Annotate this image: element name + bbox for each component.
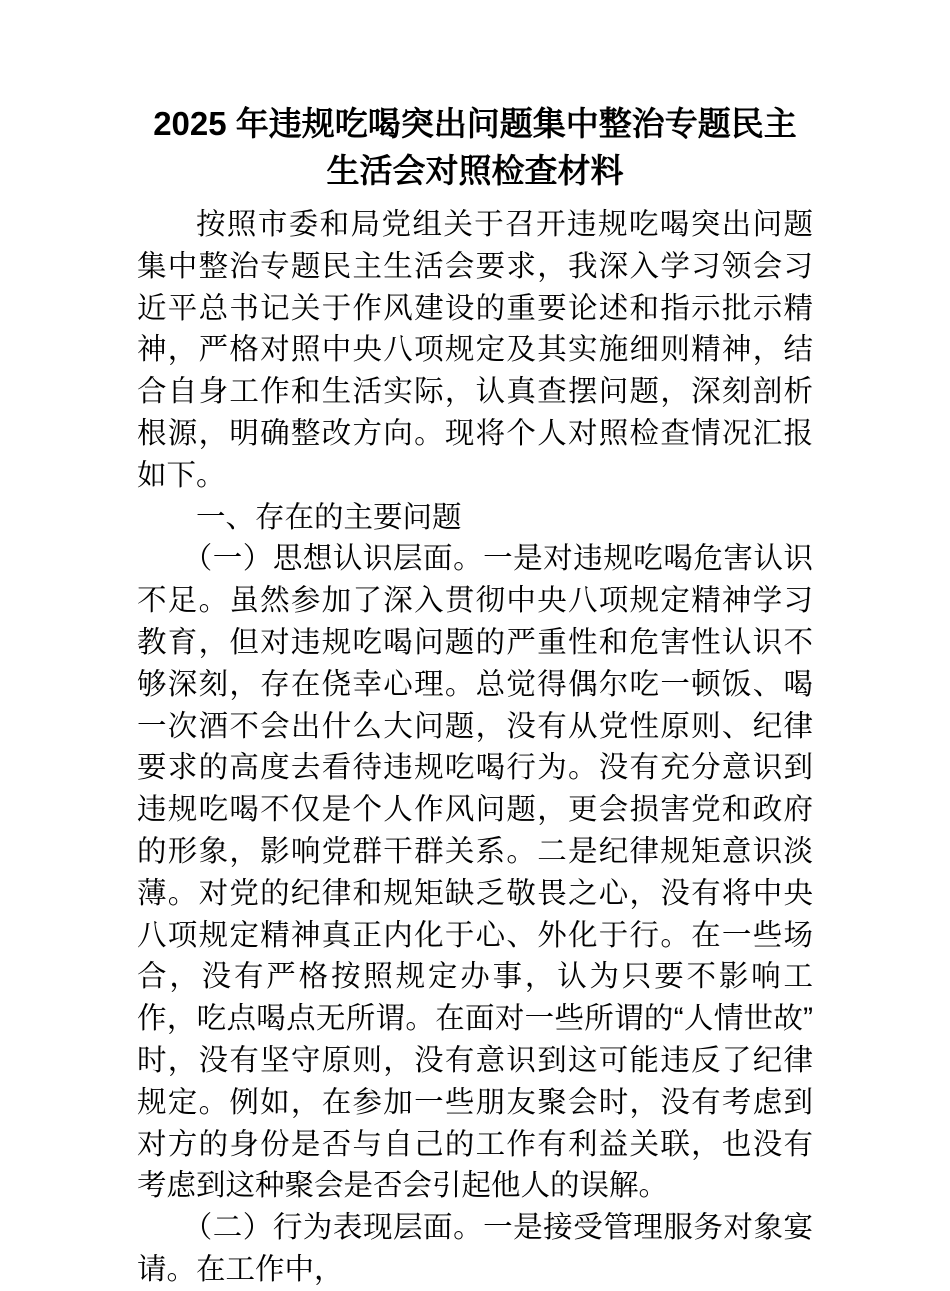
paragraph-intro: 按照市委和局党组关于召开违规吃喝突出问题集中整治专题民主生活会要求，我深入学习领会习近平总书记关于作风建设的重要论述和指示批示精神，严格对照中央八项规定及其实施细则精神，结合自身工作和生活实际，认真查摆问题，深刻剖析根源，明确整改方向。现将个人对照检查情况汇报如下。 <box>137 208 813 492</box>
document-body <box>137 100 813 1291</box>
section-heading-one: 一、存在的主要问题 <box>196 500 462 534</box>
page-title: 2025 年违规吃喝突出问题集中整治专题民主生活会对照检查材料 <box>153 105 797 189</box>
paragraph-subsection-one: （一）思想认识层面。一是对违规吃喝危害认识不足。虽然参加了深入贯彻中央八项规定精神学习教育，但对违规吃喝问题的严重性和危害性认识不够深刻，存在侥幸心理。总觉得偶尔吃一顿饭、喝一次酒不会出什么大问题，没有从党性原则、纪律要求的高度去看待违规吃喝行为。没有充分意识到违规吃喝不仅是个人作风问题，更会损害党和政府的形象，影响党群干群关系。二是纪律规矩意识淡薄。对党的纪律和规矩缺乏敬畏之心，没有将中央八项规定精神真正内化于心、外化于行。在一些场合，没有严格按照规定办事，认为只要不影响工作，吃点喝点无所谓。在面对一些所谓的“人情世故”时，没有坚守原则，没有意识到这可能违反了纪律规定。例如，在参加一些朋友聚会时，没有考虑到对方的身份是否与自己的工作有利益关联，也没有考虑到这种聚会是否会引起他人的误解。 <box>137 542 813 1203</box>
paragraph-subsection-two: （二）行为表现层面。一是接受管理服务对象宴请。在工作中， <box>137 1211 813 1286</box>
